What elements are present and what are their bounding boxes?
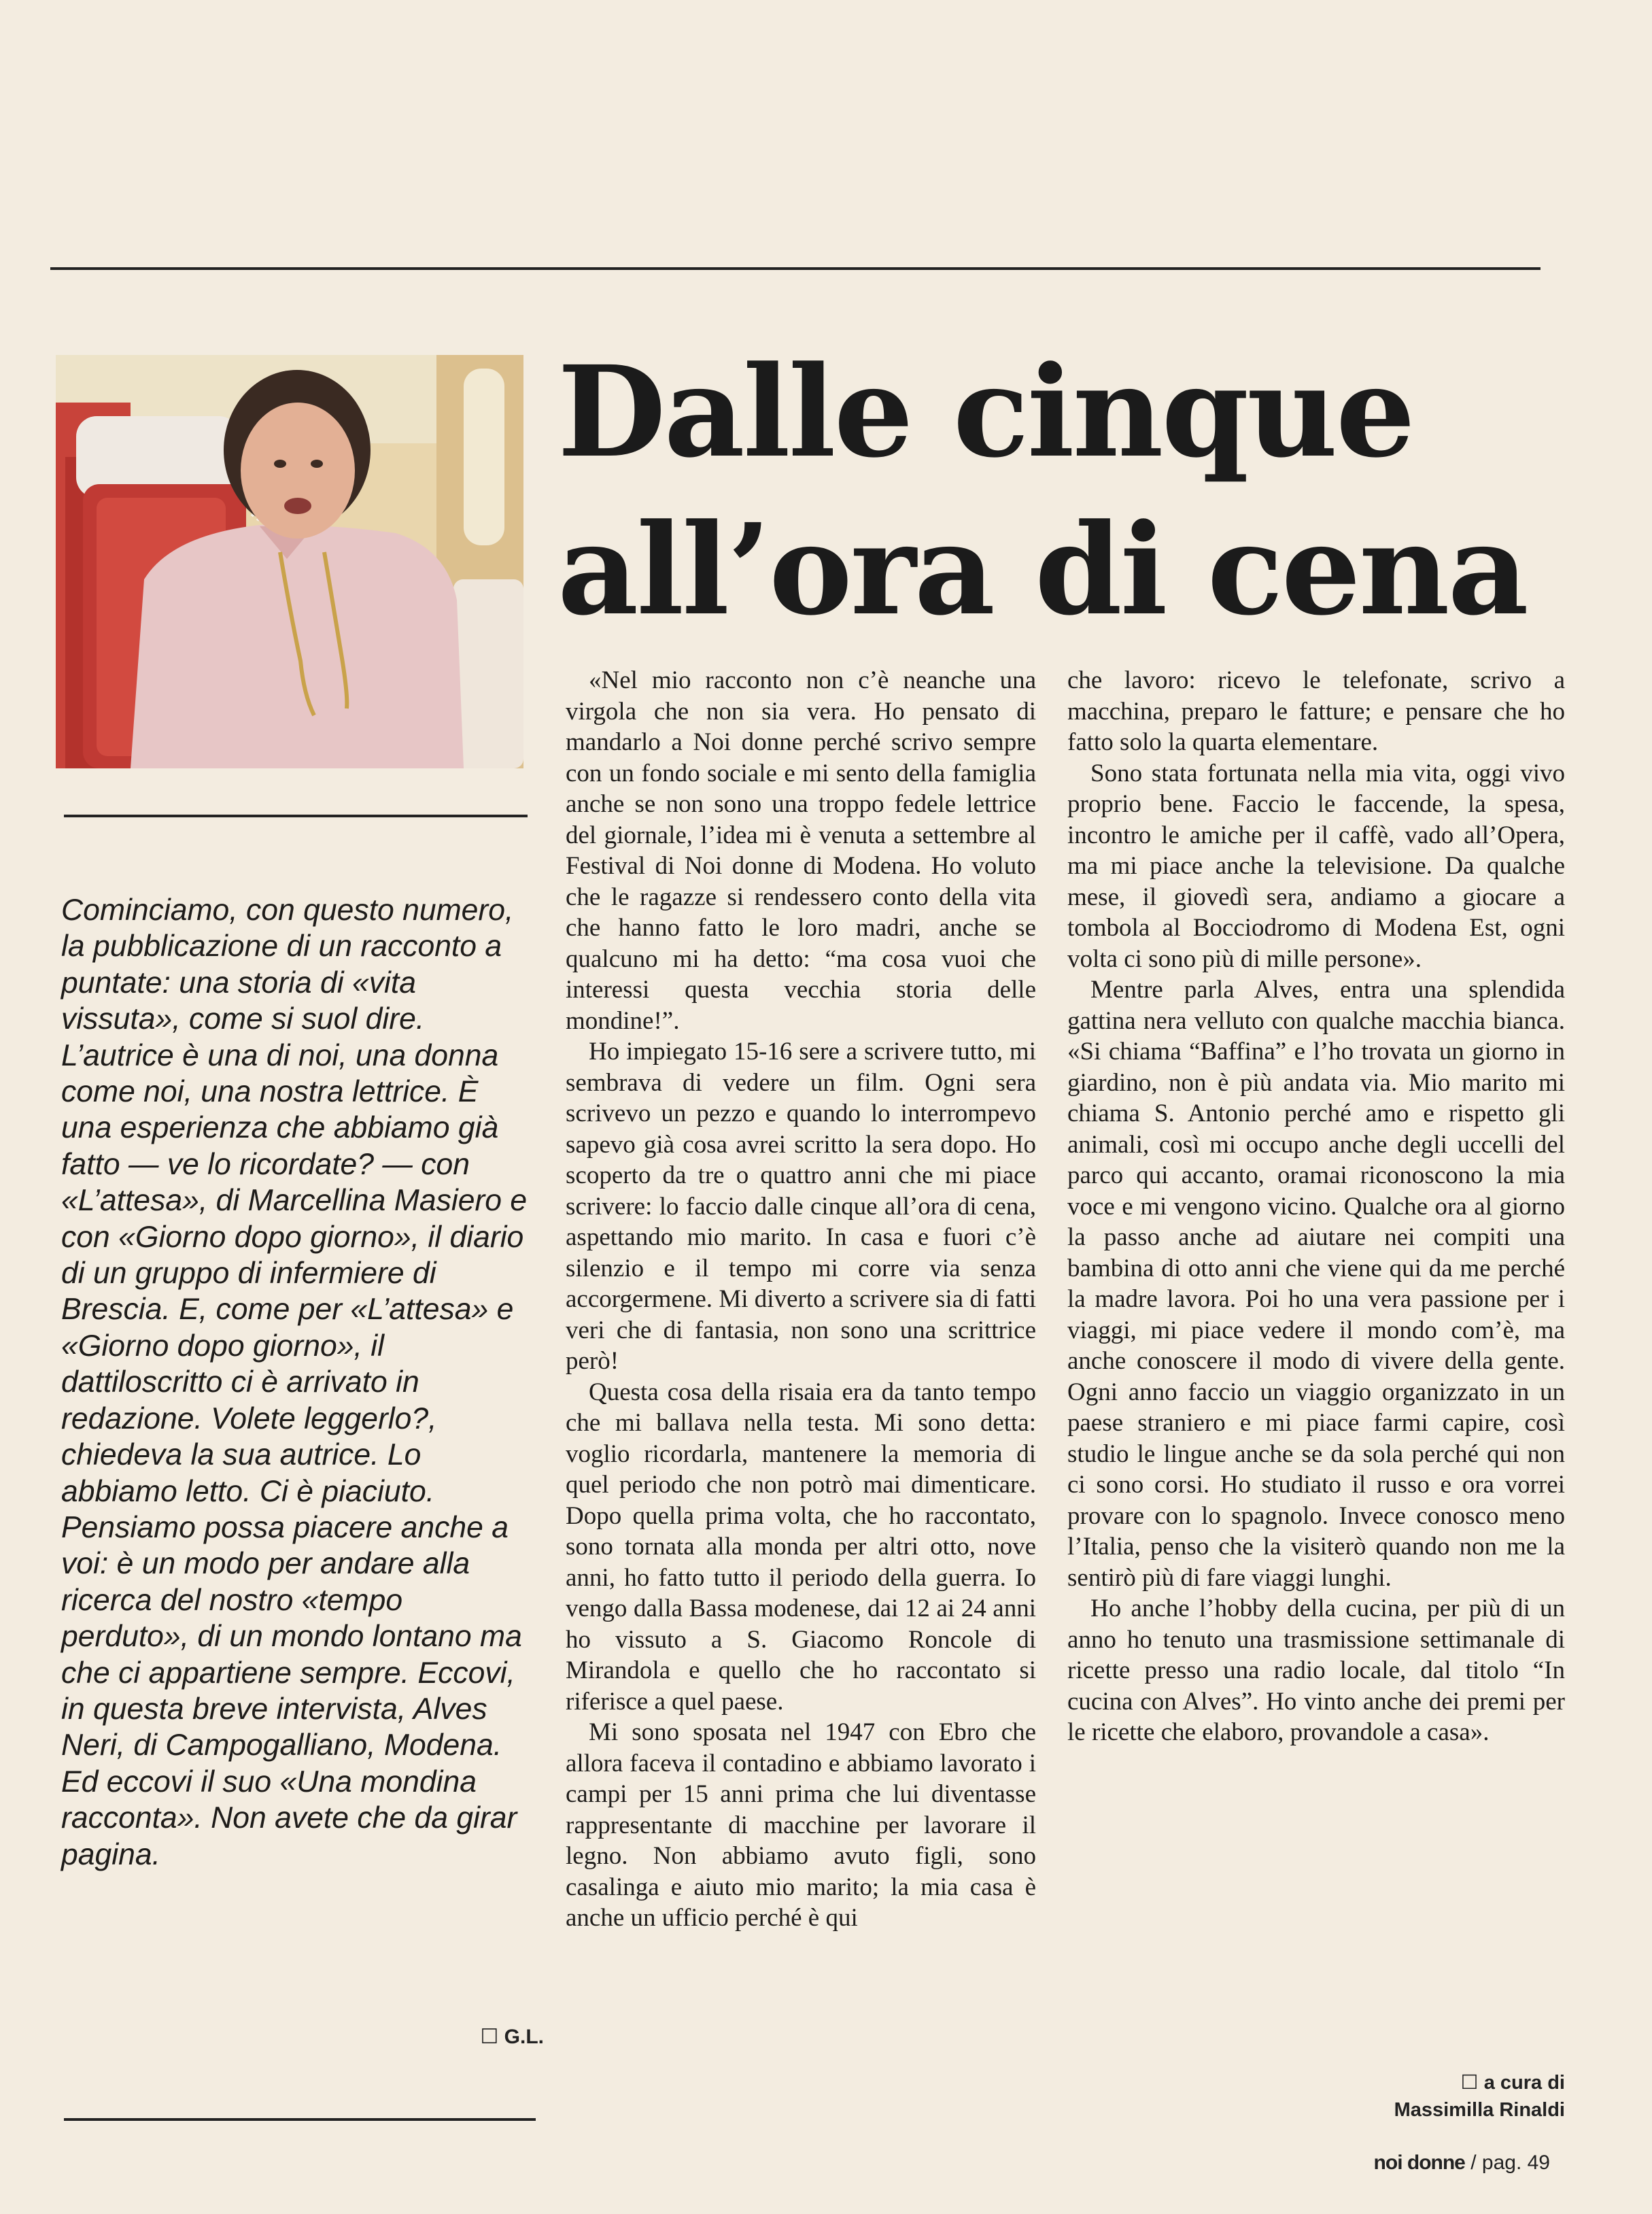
top-rule	[50, 267, 1541, 270]
headline-line-1: Dalle cinque	[557, 339, 1413, 486]
col2-paragraph-4: Ho anche l’hobby della cucina, per più di un anno ho tenuto una trasmissione settimanale di ricette presso una radio locale, dal titolo “In cucina con Alves”. Ho vinto anche dei premi per le ricette che elaboro, provandole a casa».	[1067, 1595, 1565, 1746]
credit-line-2: Massimilla Rinaldi	[1394, 2099, 1565, 2121]
col2-paragraph-2: Sono stata fortunata nella mia vita, oggi vivo proprio bene. Faccio le faccende, la spesa, incontro le amiche per il caffè, vado all’Opera, ma mi piace anche la televisione. Da qualche mese, il giovedì sera, andiamo a giocare a tombola al Bocciodromo di Modena Est, ogni volta ci sono più di mille persone».	[1067, 759, 1565, 973]
col2-paragraph-3: Mentre parla Alves, entra una splendida gattina nera velluto con qualche macchia bianca. «Si chiama “Baffina” e l’ho trovata un giorno in giardino, non è più andata via. Mio marito mi chiama S. Antonio perché amo e rispetto gli animali, così mi occupo anche degli uccelli del parco qui accanto, oramai riconoscono la mia voce e mi vengono vicino. Qualche ora al giorno la passo anche ad aiutare nei compiti una bambina di otto anni che viene qui da me perché la madre lavora. Poi ho una vera passione per i viaggi, mi piace vedere il mondo com’è, ma anche conoscere il modo di vivere della gente. Ogni anno faccio un viaggio organizzato in un paese straniero e mi piace farmi capire, così studio le lingue anche se da sola perché qui non ci sono corsi. Ho studiato il russo e ora vorrei provare con lo spagnolo. Invece conosco meno l’Italia, penso che la visiterò quando non me la sentirò più di fare viaggi lunghi.	[1067, 976, 1565, 1592]
col1-paragraph-2: Ho impiegato 15-16 sere a scrivere tutto, mi sembrava di vedere un film. Ogni sera scrivevo un pezzo e quando lo interrompevo sapevo già cosa avrei scritto la sera dopo. Ho scoperto da tre o quattro anni che mi piace scrivere: lo faccio dalle cinque all’ora di cena, aspettando mio marito. In casa e fuori c’è silenzio e il tempo mi corre via senza accorgermene. Mi diverto a scrivere sia di fatti veri che di fantasia, non sono una scrittrice però!	[566, 1038, 1036, 1375]
photo-rule	[64, 815, 528, 817]
headline-line-2: all’ora di cena	[557, 496, 1527, 643]
magazine-name: noi donne	[1373, 2151, 1465, 2174]
intro-text: Cominciamo, con questo numero, la pubblicazione di un racconto a puntate: una storia di «vita vissuta», come si suol dire. L’autrice è una di noi, una donna come noi, una nostra lettrice. È una esperienza che abbiamo già fatto — ve lo ricordate? — con «L’attesa», di Marcellina Masiero e con «Giorno dopo giorno», il diario di un gruppo di infermiere di Brescia. E, come per «L’attesa» e «Giorno dopo giorno», il dattiloscritto ci è arrivato in redazione. Volete leggerlo?, chiedeva la sua autrice. Lo abbiamo letto. Ci è piaciuto. Pensiamo possa piacere anche a voi: è un modo per andare alla ricerca del nostro «tempo perduto», di un mondo lontano ma che ci appartiene sempre. Eccovi, in questa breve intervista, Alves Neri, di Campogalliano, Modena. Ed eccovi il suo «Una mondina racconta». Non avete che da girar pagina.	[61, 893, 528, 1871]
credit-line-1: a cura di	[1483, 2072, 1565, 2094]
footer-separator: /	[1470, 2151, 1477, 2174]
page-footer	[1292, 2151, 1550, 2175]
page-number: 49	[1527, 2151, 1550, 2174]
article-credit: ☐ a cura di Massimilla Rinaldi	[1278, 2068, 1565, 2124]
col1-paragraph-3: Questa cosa della risaia era da tanto tempo che mi ballava nella testa. Mi sono detta: voglio ricordarla, mantenere la memoria di quel periodo che non potrò mai dimenticare. Dopo quella prima volta, che ho raccontato, sono tornata alla monda per altri otto, nove anni, ho fatto tutto il periodo della guerra. Io vengo dalla Bassa modenese, dai 12 ai 24 anni ho vissuto a S. Giacomo Roncole di Mirandola e quello che ho raccontato si riferisce a quel paese.	[566, 1378, 1036, 1716]
intro-signature-text: G.L.	[504, 2026, 544, 2048]
col2-paragraph-1: che lavoro: ricevo le telefonate, scrivo a macchina, preparo le fatture; e pensare che ho fatto solo la quarta elementare.	[1067, 666, 1565, 756]
intro-bottom-rule	[64, 2118, 536, 2121]
col1-paragraph-4: Mi sono sposata nel 1947 con Ebro che allora faceva il contadino e abbiamo lavorato i campi per 15 anni prima che lui diventasse rappresentante di macchine per lavorare il legno. Non abbiamo avuto figli, sono casalinga e aiuto mio marito; la mia casa è anche un ufficio perché è qui	[566, 1718, 1036, 1932]
col1-paragraph-1: «Nel mio racconto non c’è neanche una virgola che non sia vera. Ho pensato di mandarlo a Noi donne perché scrivo sempre con un fondo sociale e mi sento della famiglia anche se non sono una troppo fedele lettrice del giornale, l’idea mi è venuta a settembre al Festival di Noi donne di Modena. Ho voluto che le ragazze si rendessero conto della vita che hanno fatto le loro madri, anche se qualcuno mi ha detto: “ma cosa vuoi che interessi questa vecchia storia delle mondine!”.	[566, 666, 1036, 1035]
body-column-1	[566, 665, 1036, 1934]
article-headline	[557, 333, 1527, 649]
author-photo	[56, 355, 523, 768]
body-column-2	[1067, 665, 1565, 1748]
page-label: pag.	[1481, 2151, 1522, 2174]
intro-signature: ☐ G.L.	[480, 2025, 544, 2049]
